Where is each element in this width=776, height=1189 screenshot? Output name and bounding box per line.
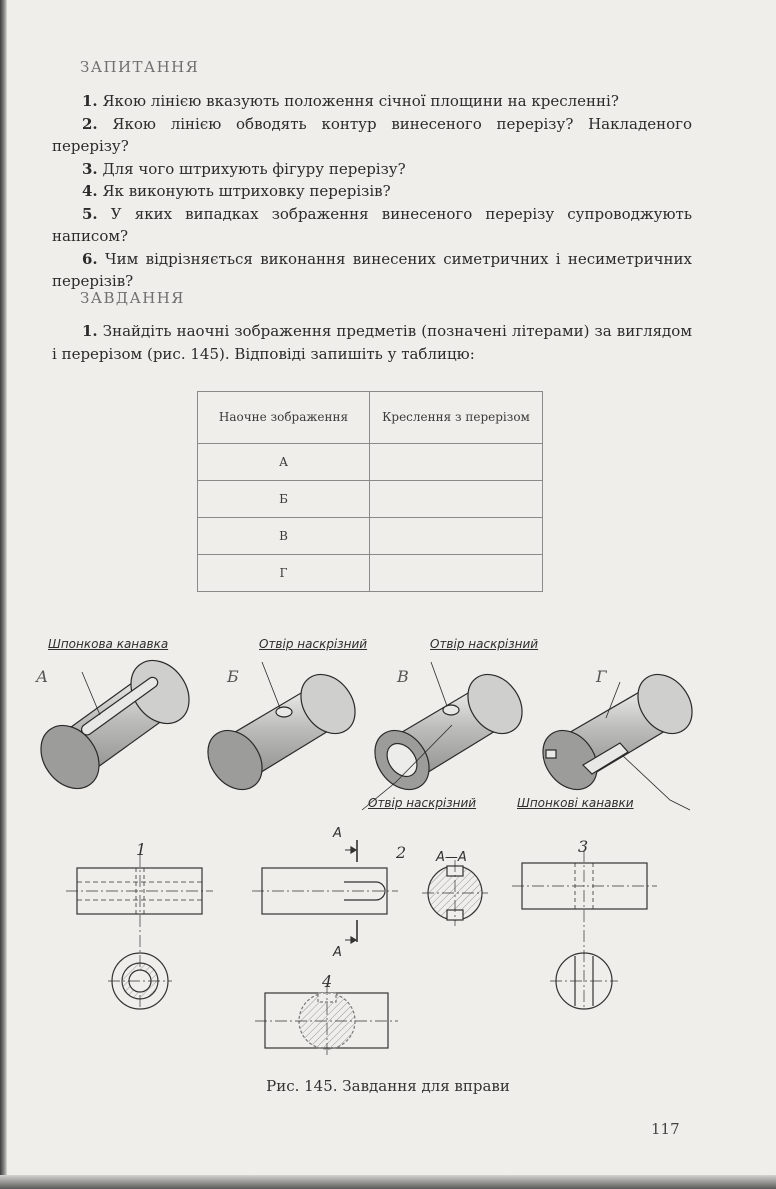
drawing-number-2: 2 bbox=[396, 843, 407, 862]
task-1: 1. Знайдіть наочні зображення предметів (позначені літерами) за виглядом і перерізом (рис. 145). Відповіді запишіть у таблицю: bbox=[52, 322, 692, 363]
drawing-number-3: 3 bbox=[578, 837, 589, 856]
drawing-3 bbox=[512, 850, 657, 1010]
column-header-drawing: Креслення з перерізом bbox=[370, 392, 543, 444]
cylinder-b bbox=[197, 662, 366, 800]
answer-cell[interactable] bbox=[370, 444, 543, 481]
answer-cell[interactable] bbox=[370, 518, 543, 555]
letter-g: Г bbox=[596, 667, 607, 686]
cutting-plane-label-bottom: А bbox=[333, 945, 342, 960]
cylinder-v bbox=[362, 662, 533, 810]
cylinder-a bbox=[29, 649, 201, 800]
table-row bbox=[198, 555, 543, 592]
questions-heading: ЗАПИТАННЯ bbox=[80, 58, 200, 76]
letter-a: А bbox=[36, 667, 49, 686]
table-row bbox=[198, 481, 543, 518]
cylinder-g bbox=[532, 664, 703, 810]
figure-caption: Рис. 145. Завдання для вправи bbox=[266, 1077, 510, 1095]
column-header-pictorial: Наочне зображення bbox=[198, 392, 370, 444]
tasks-heading: ЗАВДАННЯ bbox=[80, 289, 185, 307]
row-label: Г bbox=[198, 555, 370, 592]
row-label: Б bbox=[198, 481, 370, 518]
callout-keyway: Шпонкова канавка bbox=[48, 637, 169, 651]
cutting-plane-label-top: А bbox=[333, 826, 342, 841]
drawing-1 bbox=[66, 855, 213, 1009]
callout-through-hole-v-bottom: Отвір наскрізний bbox=[368, 796, 477, 810]
answer-cell[interactable] bbox=[370, 481, 543, 518]
drawing-4 bbox=[255, 983, 398, 1058]
answer-cell[interactable] bbox=[370, 555, 543, 592]
row-label: В bbox=[198, 518, 370, 555]
answer-table-header bbox=[198, 392, 543, 444]
row-label: А bbox=[198, 444, 370, 481]
table-row bbox=[198, 444, 543, 481]
question-6: 6. Чим відрізняється виконання винесених симетричних і несиметричних перерізів? bbox=[52, 249, 692, 290]
letter-b: Б bbox=[227, 667, 239, 686]
question-5: 5. У яких випадках зображення винесеного перерізу супроводжують написом? bbox=[52, 204, 692, 245]
callout-keyways-g: Шпонкові канавки bbox=[517, 796, 634, 810]
figure-145-drawing bbox=[0, 600, 776, 1070]
callout-through-hole-v: Отвір наскрізний bbox=[430, 637, 539, 651]
page-number: 117 bbox=[651, 1120, 680, 1138]
questions-list bbox=[52, 90, 692, 293]
question-3: 3. Для чого штрихують фігуру перерізу? bbox=[82, 159, 406, 178]
drawing-number-4: 4 bbox=[322, 972, 333, 991]
drawing-number-1: 1 bbox=[136, 840, 147, 859]
page-bottom-shadow bbox=[0, 1175, 776, 1189]
question-1: 1. Якою лінією вказують положення січної площини на кресленні? bbox=[82, 92, 619, 110]
answer-table bbox=[197, 391, 543, 592]
callout-through-hole-b: Отвір наскрізний bbox=[259, 637, 368, 651]
table-row bbox=[198, 518, 543, 555]
letter-v: В bbox=[397, 667, 409, 686]
section-title: А—А bbox=[436, 850, 467, 865]
question-2: 2. Якою лінією обводять контур винесеного перерізу? Накладеного перерізу? bbox=[52, 114, 692, 155]
question-4: 4. Як виконують штриховку перерізів? bbox=[82, 182, 391, 200]
